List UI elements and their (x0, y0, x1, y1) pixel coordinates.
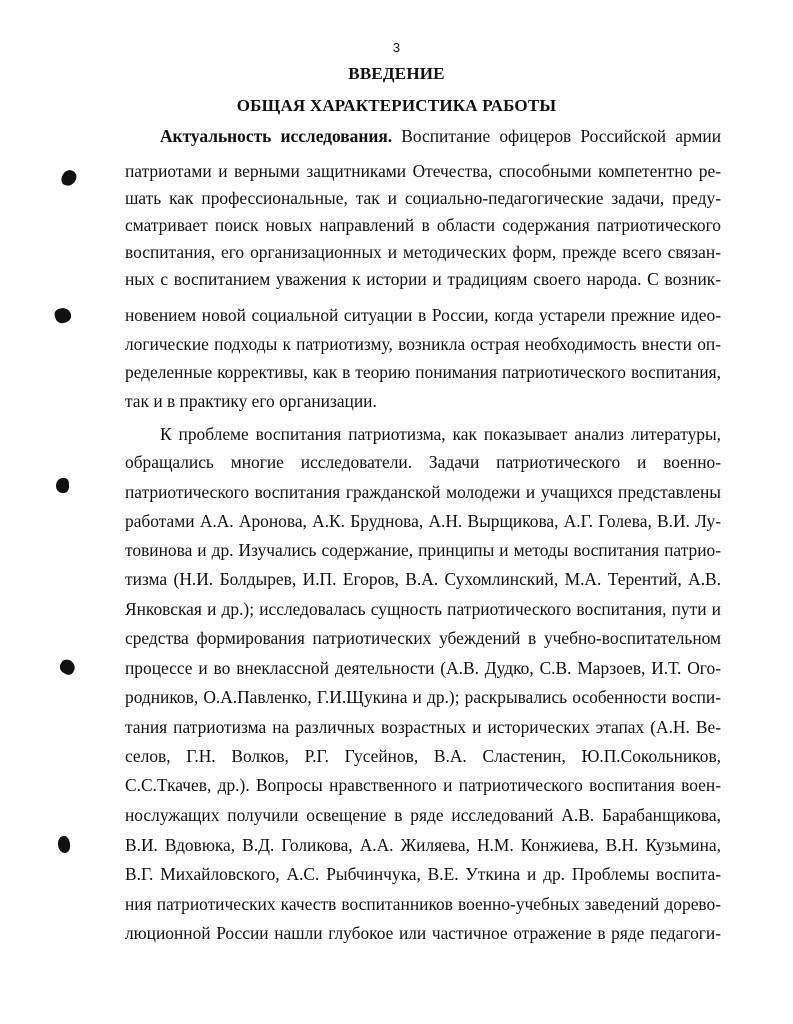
margin-blot (56, 478, 69, 493)
text-line: ределенные коррективы, как в теорию понимания патриотического воспитания, (125, 362, 721, 382)
margin-blot (58, 657, 78, 677)
text-line: люционной России нашли глубокое или частичное отражение в ряде педагоги- (125, 923, 721, 943)
text-line: обращались многие исследователи. Задачи патриотического и военно- (125, 452, 721, 472)
text-line: работами А.А. Аронова, А.К. Бруднова, А.Н. Вырщикова, А.Г. Голева, В.И. Лу- (125, 511, 721, 531)
text-line (160, 126, 721, 146)
text-line: родников, О.А.Павленко, Г.И.Щукина и др.); раскрывались особенности воспи- (125, 687, 721, 707)
text-line: тизма (Н.И. Болдырев, И.П. Егоров, В.А. Сухомлинский, М.А. Терентий, А.В. (125, 569, 721, 589)
document-subtitle: ОБЩАЯ ХАРАКТЕРИСТИКА РАБОТЫ (236, 96, 557, 115)
section-lead: Актуальность исследования. (160, 126, 393, 146)
text-line: ния патриотических качеств воспитанников военно-учебных заведений дорево- (125, 894, 721, 914)
text-line: шать как профессиональные, так и социально-педагогические задачи, преду- (125, 188, 721, 208)
margin-blot (60, 168, 79, 188)
text-line: ных с воспитанием уважения к истории и традициям своего народа. С возник- (125, 269, 721, 289)
margin-blot (57, 835, 72, 854)
text-line: тания патриотизма на различных возрастных и исторических этапах (А.Н. Ве- (125, 717, 721, 737)
text-line: товинова и др. Изучались содержание, принципы и методы воспитания патрио- (125, 540, 721, 560)
text-line: К проблеме воспитания патриотизма, как показывает анализ литературы, (160, 424, 721, 444)
text-line: патриотического воспитания гражданской молодежи и учащихся представлены (125, 482, 721, 502)
text-line: В.И. Вдовюка, В.Д. Голикова, А.А. Жиляева, Н.М. Конжиева, В.Н. Кузьмина, (125, 835, 721, 855)
text-line: воспитания, его организационных и методических форм, прежде всего связан- (125, 242, 721, 262)
text-line: средства формирования патриотических убеждений в учебно-воспитательном (125, 628, 721, 648)
text-line-rest: Воспитание офицеров Российской армии (392, 126, 721, 146)
text-line: нослужащих получили освещение в ряде исследований А.В. Барабанщикова, (125, 805, 721, 825)
text-line: В.Г. Михайловского, А.С. Рыбчинчука, В.Е. Уткина и др. Проблемы воспита- (125, 864, 721, 884)
text-line: Янковская и др.); исследовалась сущность патриотического воспитания, пути и (125, 599, 721, 619)
text-line: селов, Г.Н. Волков, Р.Г. Гусейнов, В.А. Сластенин, Ю.П.Сокольников, (125, 746, 721, 766)
text-line: С.С.Ткачев, др.). Вопросы нравственного и патриотического воспитания воен- (125, 775, 721, 795)
page-number: 3 (392, 40, 401, 55)
text-line: новением новой социальной ситуации в России, когда устарели прежние идео- (125, 305, 721, 325)
text-line: процессе и во внеклассной деятельности (А.В. Дудко, С.В. Марзоев, И.Т. Ого- (125, 658, 721, 678)
document-title: ВВЕДЕНИЕ (348, 64, 445, 83)
text-line: так и в практику его организации. (125, 391, 377, 411)
text-line: логические подходы к патриотизму, возникла острая необходимость внести оп- (125, 334, 721, 354)
text-line: сматривает поиск новых направлений в области содержания патриотического (125, 215, 721, 235)
margin-blot (53, 306, 72, 325)
text-line: патриотами и верными защитниками Отечества, способными компетентно ре- (125, 161, 721, 181)
